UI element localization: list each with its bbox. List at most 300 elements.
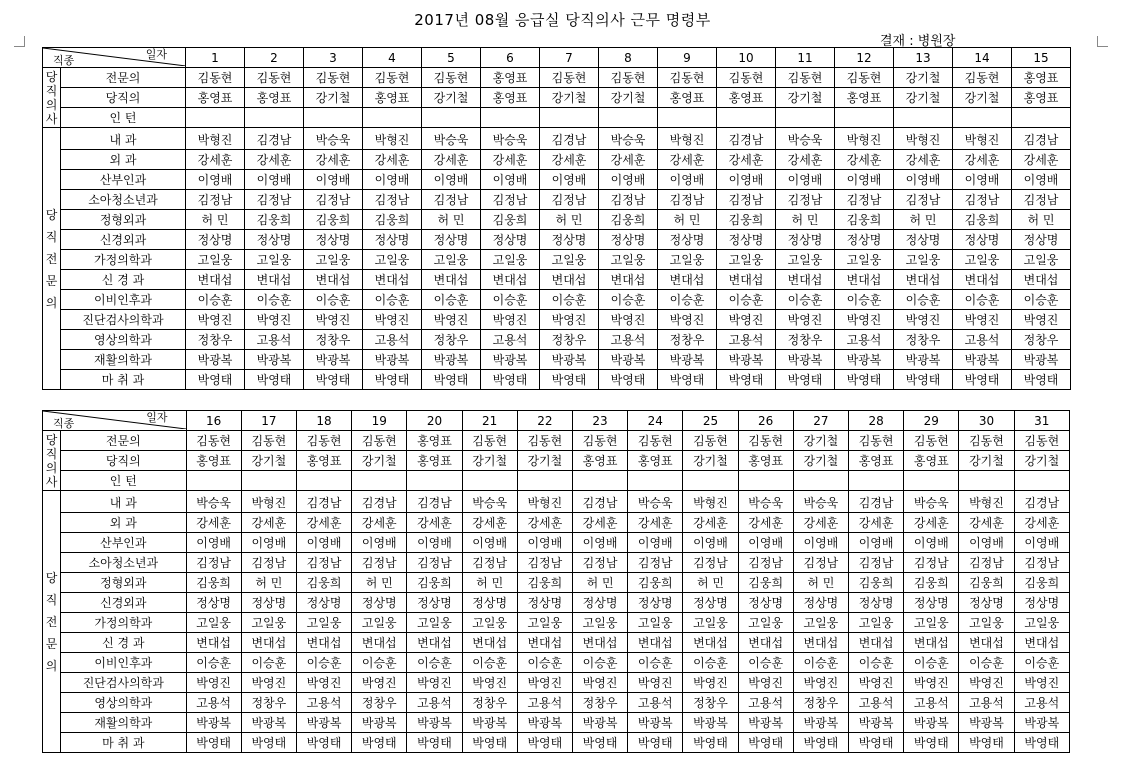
schedule-cell: 고일웅 <box>894 250 953 270</box>
schedule-cell: 허 민 <box>658 210 717 230</box>
schedule-cell: 박형진 <box>683 491 738 513</box>
schedule-cell: 변대섭 <box>776 270 835 290</box>
schedule-cell: 정상명 <box>481 230 540 250</box>
schedule-cell: 김정남 <box>241 553 296 573</box>
dept-label: 이비인후과 <box>61 290 186 310</box>
schedule-cell: 박영진 <box>658 310 717 330</box>
schedule-table-part2 <box>42 410 1070 753</box>
header-ilja: 일자 <box>145 48 167 61</box>
schedule-cell: 허 민 <box>1012 210 1071 230</box>
schedule-cell: 정상명 <box>241 593 296 613</box>
schedule-cell: 강세훈 <box>1012 150 1071 170</box>
schedule-cell: 고일웅 <box>186 250 245 270</box>
schedule-cell: 김웅희 <box>481 210 540 230</box>
schedule-cell: 고일웅 <box>407 613 462 633</box>
schedule-cell: 박광복 <box>683 713 738 733</box>
schedule-cell: 정상명 <box>352 593 407 613</box>
schedule-cell: 강세훈 <box>572 513 627 533</box>
header-row <box>43 48 1071 68</box>
schedule-cell: 김경남 <box>245 128 304 150</box>
schedule-cell: 고일웅 <box>245 250 304 270</box>
schedule-cell: 고용석 <box>245 330 304 350</box>
schedule-cell: 고일웅 <box>658 250 717 270</box>
row-dept <box>43 370 1071 390</box>
dept-label: 외 과 <box>61 150 186 170</box>
schedule-cell: 강기철 <box>517 451 572 471</box>
schedule-cell: 정상명 <box>296 593 351 613</box>
schedule-cell: 김경남 <box>1014 491 1069 513</box>
schedule-cell: 이영배 <box>572 533 627 553</box>
schedule-cell: 이영배 <box>848 533 903 553</box>
schedule-cell: 김정남 <box>904 553 959 573</box>
schedule-cell: 강세훈 <box>304 150 363 170</box>
schedule-cell <box>793 471 848 491</box>
schedule-cell: 이승훈 <box>352 653 407 673</box>
schedule-cell: 박영태 <box>481 370 540 390</box>
schedule-cell: 고용석 <box>738 693 793 713</box>
schedule-cell: 김정남 <box>848 553 903 573</box>
schedule-cell: 김동현 <box>186 68 245 88</box>
schedule-cell: 박승욱 <box>422 128 481 150</box>
group-char: 전 <box>45 614 58 629</box>
schedule-cell: 김정남 <box>481 190 540 210</box>
row-dept <box>43 613 1070 633</box>
schedule-cell: 홍영표 <box>738 451 793 471</box>
schedule-cell <box>904 471 959 491</box>
schedule-cell <box>517 471 572 491</box>
header-ilja: 일자 <box>146 411 168 424</box>
schedule-cell: 강세훈 <box>717 150 776 170</box>
schedule-cell: 정창우 <box>462 693 517 713</box>
schedule-cell: 박영태 <box>186 733 241 753</box>
schedule-cell: 변대섭 <box>186 270 245 290</box>
schedule-cell: 박영태 <box>407 733 462 753</box>
schedule-cell: 박승욱 <box>776 128 835 150</box>
schedule-cell: 고용석 <box>363 330 422 350</box>
schedule-cell: 고용석 <box>517 693 572 713</box>
dept-label: 소아청소년과 <box>61 190 186 210</box>
schedule-cell: 이승훈 <box>904 653 959 673</box>
schedule-cell: 이승훈 <box>848 653 903 673</box>
schedule-cell: 강세훈 <box>481 150 540 170</box>
schedule-cell: 정상명 <box>658 230 717 250</box>
schedule-cell: 홍영표 <box>245 88 304 108</box>
schedule-cell: 이승훈 <box>462 653 517 673</box>
row-dept <box>43 653 1070 673</box>
schedule-cell: 강기철 <box>422 88 481 108</box>
schedule-cell: 홍영표 <box>363 88 422 108</box>
dept-label: 신경외과 <box>61 593 186 613</box>
schedule-cell: 김경남 <box>352 491 407 513</box>
schedule-cell: 강기철 <box>462 451 517 471</box>
schedule-cell: 박광복 <box>628 713 683 733</box>
schedule-cell: 강기철 <box>793 431 848 451</box>
day-header: 7 <box>540 48 599 68</box>
schedule-cell: 홍영표 <box>572 451 627 471</box>
schedule-cell: 고일웅 <box>296 613 351 633</box>
schedule-cell: 변대섭 <box>894 270 953 290</box>
day-header: 4 <box>363 48 422 68</box>
day-header: 8 <box>599 48 658 68</box>
schedule-cell: 변대섭 <box>363 270 422 290</box>
schedule-cell: 강기철 <box>793 451 848 471</box>
dept-label: 가정의학과 <box>61 613 186 633</box>
group-char: 사 <box>45 111 58 126</box>
schedule-cell <box>848 471 903 491</box>
schedule-cell: 이영배 <box>835 170 894 190</box>
schedule-cell: 이영배 <box>517 533 572 553</box>
schedule-cell <box>776 108 835 128</box>
header-row <box>43 411 1070 431</box>
schedule-cell: 이승훈 <box>186 653 241 673</box>
row-dept <box>43 150 1071 170</box>
schedule-cell: 정상명 <box>628 593 683 613</box>
dept-label: 마 취 과 <box>61 370 186 390</box>
schedule-cell <box>186 471 241 491</box>
schedule-cell: 박광복 <box>717 350 776 370</box>
schedule-cell: 김정남 <box>953 190 1012 210</box>
schedule-cell: 박영진 <box>904 673 959 693</box>
schedule-cell: 허 민 <box>540 210 599 230</box>
schedule-cell <box>422 108 481 128</box>
schedule-cell: 고일웅 <box>717 250 776 270</box>
schedule-cell: 김경남 <box>572 491 627 513</box>
schedule-cell: 고용석 <box>296 693 351 713</box>
schedule-cell: 이승훈 <box>422 290 481 310</box>
schedule-cell: 강세훈 <box>904 513 959 533</box>
schedule-cell: 정창우 <box>793 693 848 713</box>
schedule-cell: 고일웅 <box>835 250 894 270</box>
schedule-cell: 김웅희 <box>296 573 351 593</box>
dept-label: 내 과 <box>61 491 186 513</box>
schedule-cell: 박광복 <box>186 713 241 733</box>
schedule-cell: 김정남 <box>1014 553 1069 573</box>
schedule-cell: 강세훈 <box>363 150 422 170</box>
schedule-cell: 박영태 <box>738 733 793 753</box>
schedule-cell: 박영태 <box>894 370 953 390</box>
schedule-cell: 김동현 <box>572 431 627 451</box>
schedule-cell: 변대섭 <box>835 270 894 290</box>
schedule-cell: 김정남 <box>540 190 599 210</box>
schedule-cell: 강기철 <box>776 88 835 108</box>
schedule-cell: 강세훈 <box>894 150 953 170</box>
schedule-cell: 박광복 <box>540 350 599 370</box>
schedule-cell: 고일웅 <box>572 613 627 633</box>
schedule-cell: 이영배 <box>186 170 245 190</box>
schedule-cell: 김동현 <box>904 431 959 451</box>
schedule-cell: 강세훈 <box>407 513 462 533</box>
day-header: 16 <box>186 411 241 431</box>
schedule-cell: 고일웅 <box>304 250 363 270</box>
row-dept <box>43 270 1071 290</box>
schedule-cell: 이승훈 <box>245 290 304 310</box>
schedule-cell: 박승욱 <box>304 128 363 150</box>
schedule-cell <box>835 108 894 128</box>
schedule-cell <box>953 108 1012 128</box>
schedule-cell: 박영태 <box>658 370 717 390</box>
schedule-cell: 김경남 <box>1012 128 1071 150</box>
schedule-cell: 허 민 <box>241 573 296 593</box>
schedule-cell: 정상명 <box>245 230 304 250</box>
schedule-cell: 고일웅 <box>540 250 599 270</box>
schedule-cell <box>352 471 407 491</box>
schedule-cell: 박승욱 <box>793 491 848 513</box>
schedule-cell: 고일웅 <box>363 250 422 270</box>
schedule-cell: 김동현 <box>683 431 738 451</box>
schedule-cell: 박영태 <box>352 733 407 753</box>
schedule-cell: 이승훈 <box>776 290 835 310</box>
day-header: 5 <box>422 48 481 68</box>
row-label: 전문의 <box>61 431 186 451</box>
group-char: 사 <box>45 474 58 489</box>
schedule-cell: 김웅희 <box>628 573 683 593</box>
schedule-cell: 허 민 <box>352 573 407 593</box>
dept-label: 재활의학과 <box>61 713 186 733</box>
schedule-cell <box>407 471 462 491</box>
schedule-cell: 김웅희 <box>904 573 959 593</box>
schedule-cell: 김정남 <box>1012 190 1071 210</box>
row-dept <box>43 533 1070 553</box>
day-header: 17 <box>241 411 296 431</box>
schedule-cell <box>717 108 776 128</box>
schedule-cell: 고일웅 <box>422 250 481 270</box>
schedule-cell: 강세훈 <box>186 150 245 170</box>
schedule-cell: 강세훈 <box>953 150 1012 170</box>
schedule-cell: 김정남 <box>186 190 245 210</box>
schedule-cell: 정상명 <box>959 593 1014 613</box>
schedule-cell: 박형진 <box>894 128 953 150</box>
group-label-duty-specialist <box>43 491 61 753</box>
row-intern <box>43 471 1070 491</box>
schedule-cell: 김정남 <box>462 553 517 573</box>
schedule-cell: 김동현 <box>717 68 776 88</box>
group-char: 당 <box>45 69 58 84</box>
schedule-cell: 고일웅 <box>848 613 903 633</box>
schedule-cell: 정상명 <box>848 593 903 613</box>
row-intern <box>43 108 1071 128</box>
schedule-cell: 변대섭 <box>407 633 462 653</box>
group-char: 문 <box>45 273 58 288</box>
schedule-cell: 이영배 <box>717 170 776 190</box>
day-header: 31 <box>1014 411 1069 431</box>
schedule-cell: 이승훈 <box>738 653 793 673</box>
row-dept <box>43 190 1071 210</box>
schedule-cell: 강기철 <box>599 88 658 108</box>
header-corner-cell <box>43 48 186 68</box>
schedule-cell: 이영배 <box>953 170 1012 190</box>
schedule-cell: 박영태 <box>1012 370 1071 390</box>
schedule-cell: 박승욱 <box>186 491 241 513</box>
schedule-cell: 이영배 <box>894 170 953 190</box>
schedule-cell: 박광복 <box>241 713 296 733</box>
schedule-cell: 김동현 <box>241 431 296 451</box>
day-header: 23 <box>572 411 627 431</box>
schedule-cell: 김동현 <box>953 68 1012 88</box>
schedule-cell: 박영진 <box>422 310 481 330</box>
day-header: 12 <box>835 48 894 68</box>
schedule-cell: 박영태 <box>776 370 835 390</box>
schedule-cell: 고용석 <box>959 693 1014 713</box>
schedule-cell: 김정남 <box>683 553 738 573</box>
schedule-cell: 박광복 <box>894 350 953 370</box>
schedule-cell: 이영배 <box>658 170 717 190</box>
schedule-cell: 홍영표 <box>1012 88 1071 108</box>
schedule-cell: 변대섭 <box>517 633 572 653</box>
row-label: 당직의 <box>61 451 186 471</box>
schedule-cell: 변대섭 <box>241 633 296 653</box>
schedule-cell: 박영진 <box>738 673 793 693</box>
schedule-cell: 김동현 <box>352 431 407 451</box>
schedule-cell: 이영배 <box>186 533 241 553</box>
schedule-cell: 이승훈 <box>572 653 627 673</box>
schedule-cell <box>481 108 540 128</box>
row-dept <box>43 350 1071 370</box>
day-header: 18 <box>296 411 351 431</box>
schedule-cell: 홍영표 <box>848 451 903 471</box>
day-header: 19 <box>352 411 407 431</box>
schedule-cell: 이승훈 <box>517 653 572 673</box>
schedule-cell: 이영배 <box>904 533 959 553</box>
schedule-cell: 홍영표 <box>658 88 717 108</box>
schedule-cell: 박광복 <box>481 350 540 370</box>
schedule-cell: 고용석 <box>848 693 903 713</box>
row-dept <box>43 491 1070 513</box>
schedule-cell: 고일웅 <box>953 250 1012 270</box>
schedule-cell: 김웅희 <box>407 573 462 593</box>
dept-label: 신경외과 <box>61 230 186 250</box>
day-header: 21 <box>462 411 517 431</box>
schedule-cell: 김동현 <box>304 68 363 88</box>
schedule-cell: 변대섭 <box>628 633 683 653</box>
day-header: 30 <box>959 411 1014 431</box>
schedule-cell: 이승훈 <box>793 653 848 673</box>
schedule-cell: 김정남 <box>572 553 627 573</box>
schedule-cell: 정상명 <box>776 230 835 250</box>
schedule-cell: 김웅희 <box>363 210 422 230</box>
schedule-cell: 김동현 <box>658 68 717 88</box>
schedule-cell: 정창우 <box>776 330 835 350</box>
schedule-cell: 박영태 <box>599 370 658 390</box>
schedule-cell: 박영진 <box>953 310 1012 330</box>
schedule-cell <box>599 108 658 128</box>
schedule-cell: 이승훈 <box>953 290 1012 310</box>
schedule-cell: 박영진 <box>848 673 903 693</box>
schedule-cell: 박형진 <box>517 491 572 513</box>
schedule-cell: 김정남 <box>835 190 894 210</box>
day-header: 10 <box>717 48 776 68</box>
schedule-cell: 고일웅 <box>738 613 793 633</box>
schedule-cell: 박승욱 <box>904 491 959 513</box>
header-corner-cell <box>43 411 187 431</box>
schedule-cell: 홍영표 <box>407 431 462 451</box>
schedule-cell: 변대섭 <box>599 270 658 290</box>
day-header: 3 <box>304 48 363 68</box>
schedule-cell: 김동현 <box>422 68 481 88</box>
schedule-cell: 이승훈 <box>1012 290 1071 310</box>
group-label-duty-specialist <box>43 128 61 390</box>
schedule-cell: 강세훈 <box>422 150 481 170</box>
schedule-cell: 강세훈 <box>352 513 407 533</box>
schedule-cell: 고용석 <box>481 330 540 350</box>
schedule-cell: 이영배 <box>540 170 599 190</box>
schedule-cell: 정창우 <box>422 330 481 350</box>
schedule-cell: 김동현 <box>186 431 241 451</box>
schedule-cell: 김정남 <box>245 190 304 210</box>
schedule-cell: 김동현 <box>776 68 835 88</box>
dept-label: 재활의학과 <box>61 350 186 370</box>
schedule-cell: 김웅희 <box>738 573 793 593</box>
schedule-cell: 강기철 <box>304 88 363 108</box>
schedule-cell: 박광복 <box>793 713 848 733</box>
schedule-cell: 김정남 <box>186 553 241 573</box>
schedule-cell <box>959 471 1014 491</box>
schedule-cell: 박영태 <box>304 370 363 390</box>
day-header: 24 <box>628 411 683 431</box>
schedule-cell: 김동현 <box>1014 431 1069 451</box>
row-dept <box>43 330 1071 350</box>
group-char: 의 <box>45 460 58 475</box>
schedule-cell: 박영태 <box>717 370 776 390</box>
schedule-cell: 박광복 <box>517 713 572 733</box>
schedule-cell: 박광복 <box>363 350 422 370</box>
group-char: 당 <box>45 432 58 447</box>
approval-label: 결재 : 병원장 <box>880 34 956 49</box>
dept-label: 정형외과 <box>61 573 186 593</box>
row-dept <box>43 513 1070 533</box>
schedule-cell: 박승욱 <box>738 491 793 513</box>
dept-label: 신 경 과 <box>61 270 186 290</box>
schedule-cell: 이승훈 <box>599 290 658 310</box>
row-dept <box>43 128 1071 150</box>
schedule-cell: 박광복 <box>658 350 717 370</box>
schedule-cell: 박광복 <box>462 713 517 733</box>
schedule-cell: 고일웅 <box>776 250 835 270</box>
schedule-cell: 김정남 <box>599 190 658 210</box>
schedule-cell: 고일웅 <box>1014 613 1069 633</box>
schedule-cell: 허 민 <box>793 573 848 593</box>
dept-label: 영상의학과 <box>61 330 186 350</box>
row-dept <box>43 593 1070 613</box>
dept-label: 영상의학과 <box>61 693 186 713</box>
schedule-cell: 박광복 <box>776 350 835 370</box>
schedule-cell <box>683 471 738 491</box>
day-header: 20 <box>407 411 462 431</box>
schedule-cell: 박영진 <box>628 673 683 693</box>
schedule-cell: 정창우 <box>540 330 599 350</box>
schedule-cell: 변대섭 <box>296 633 351 653</box>
schedule-cell: 박형진 <box>959 491 1014 513</box>
document-title: 2017년 08월 응급실 당직의사 근무 명령부 <box>414 11 711 29</box>
group-char: 직 <box>45 83 58 98</box>
schedule-cell: 이승훈 <box>363 290 422 310</box>
day-header: 9 <box>658 48 717 68</box>
group-char: 직 <box>45 229 58 244</box>
day-header: 29 <box>904 411 959 431</box>
schedule-cell: 박영진 <box>776 310 835 330</box>
schedule-cell: 정상명 <box>904 593 959 613</box>
group-label-duty-doctor <box>43 68 61 128</box>
schedule-cell: 박영태 <box>462 733 517 753</box>
schedule-cell: 박영진 <box>462 673 517 693</box>
header-jikjong: 직종 <box>53 54 75 67</box>
day-header: 25 <box>683 411 738 431</box>
day-header: 2 <box>245 48 304 68</box>
schedule-cell: 김경남 <box>296 491 351 513</box>
schedule-cell: 정창우 <box>304 330 363 350</box>
schedule-cell: 변대섭 <box>793 633 848 653</box>
schedule-cell: 박영진 <box>352 673 407 693</box>
schedule-cell: 정상명 <box>407 593 462 613</box>
